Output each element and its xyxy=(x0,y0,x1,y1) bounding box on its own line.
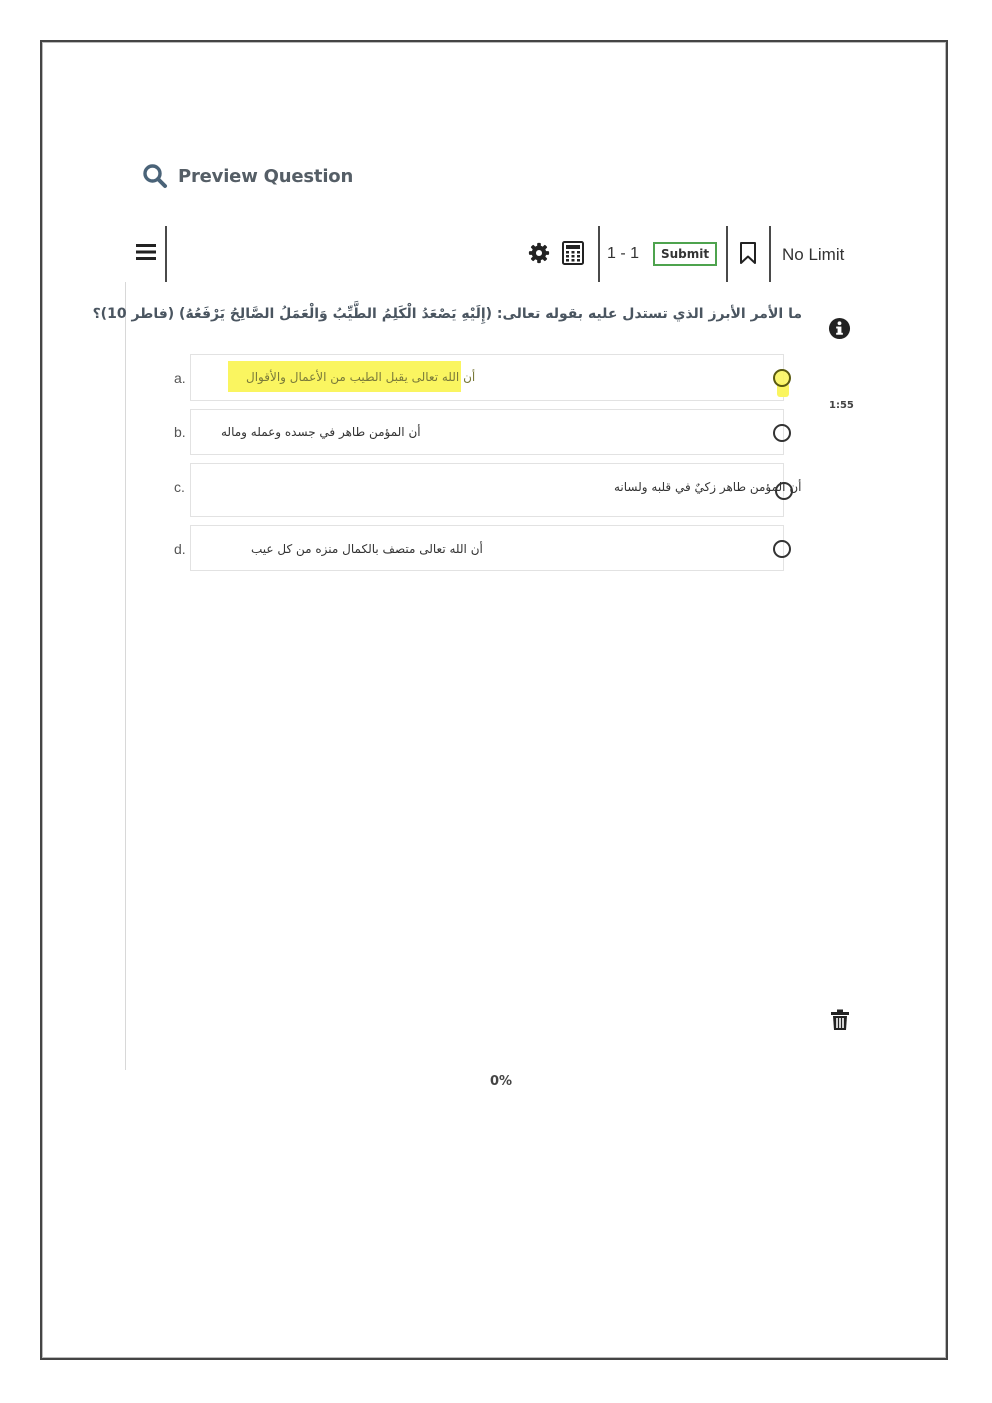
answer-option-d[interactable] xyxy=(172,525,784,571)
question-toolbar xyxy=(130,226,850,282)
option-radio[interactable] xyxy=(773,540,791,558)
option-box[interactable] xyxy=(190,409,784,455)
gear-icon[interactable] xyxy=(528,242,550,264)
option-letter: c. xyxy=(174,479,185,495)
trash-icon[interactable] xyxy=(830,1009,850,1031)
answer-option-b[interactable] xyxy=(172,409,784,455)
bookmark-icon[interactable] xyxy=(739,242,757,264)
toolbar-divider xyxy=(165,226,167,282)
toolbar-divider xyxy=(769,226,771,282)
option-text: أن الله تعالى متصف بالكمال منزه من كل عيب xyxy=(251,542,483,556)
option-text: أن المؤمن طاهر زكيٌ في قلبه ولسانه xyxy=(614,480,802,494)
progress-percent: 0% xyxy=(490,1074,513,1089)
option-text: أن الله تعالى يقبل الطيب من الأعمال والأقوال xyxy=(246,370,476,384)
info-icon[interactable] xyxy=(828,317,851,340)
question-text: ما الأمر الأبرز الذي تستدل عليه بقوله تعالى: (إِلَيْهِ يَصْعَدُ الْكَلِمُ الطَّيِّبُ وَالْعَمَلُ الصَّالِحُ يَرْفَعُهُ) (فاطر 10)؟ xyxy=(92,306,802,322)
option-box[interactable] xyxy=(190,525,784,571)
option-text: أن المؤمن طاهر في جسده وعمله وماله xyxy=(221,425,421,439)
search-icon xyxy=(142,163,168,189)
option-radio[interactable] xyxy=(773,369,791,387)
calculator-icon[interactable] xyxy=(561,241,585,265)
option-radio[interactable] xyxy=(773,424,791,442)
page-title: Preview Question xyxy=(178,165,354,187)
time-limit: No Limit xyxy=(782,245,845,264)
answer-option-a[interactable] xyxy=(172,354,784,402)
toolbar-divider xyxy=(598,226,600,282)
option-box[interactable] xyxy=(190,354,784,401)
menu-icon[interactable] xyxy=(135,241,157,263)
content-rail xyxy=(125,282,126,1070)
page-header xyxy=(142,163,353,189)
question-timer: 1:55 xyxy=(829,400,854,411)
option-letter: b. xyxy=(174,424,186,440)
question-counter: 1 - 1 xyxy=(607,245,640,262)
option-letter: a. xyxy=(174,370,186,386)
option-radio[interactable] xyxy=(775,482,793,500)
answer-option-c[interactable] xyxy=(172,463,802,517)
option-letter: d. xyxy=(174,541,186,557)
option-box[interactable] xyxy=(190,463,802,517)
submit-button[interactable]: Submit xyxy=(653,242,717,266)
toolbar-divider xyxy=(726,226,728,282)
